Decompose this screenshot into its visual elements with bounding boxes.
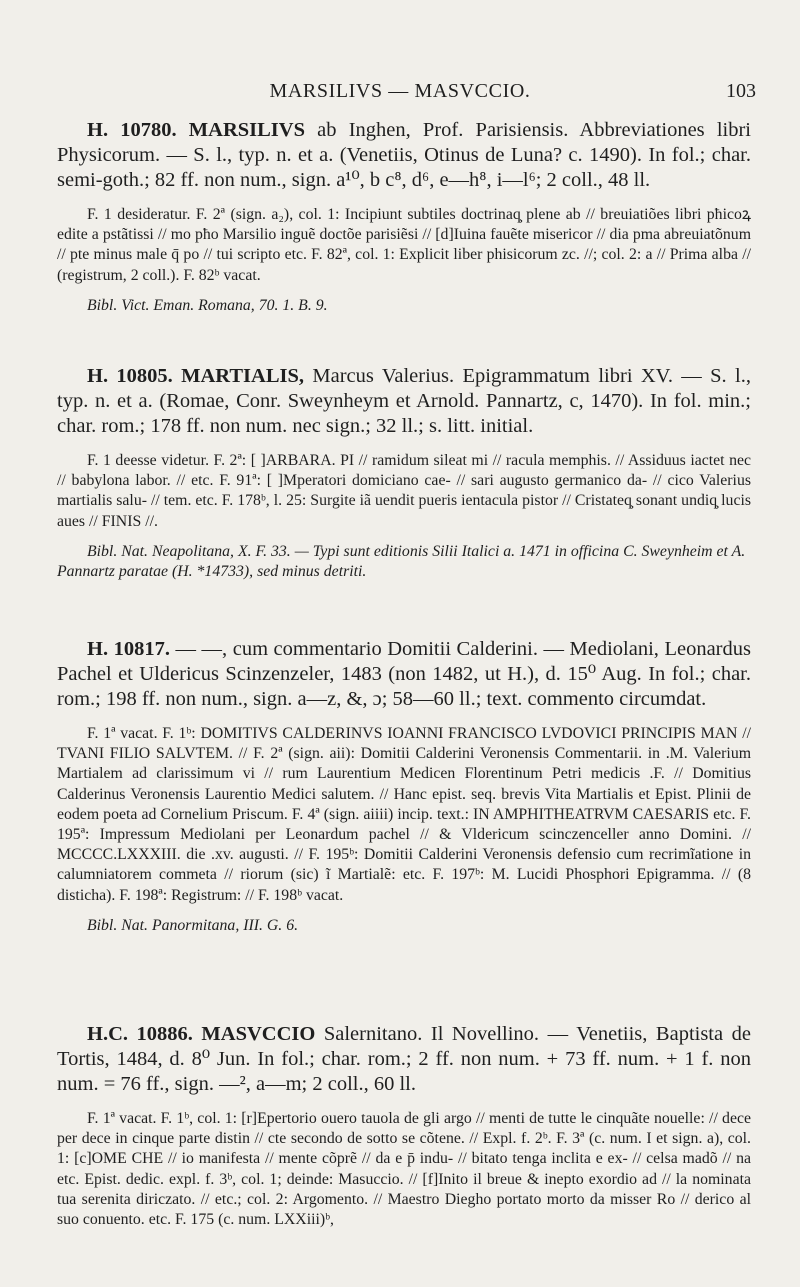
entry-main-text: — —, cum commentario Domitii Calderini. — Mediolani, Leonardus Pachel et Uldericus Scinzenzeler, 1483 (non 1482, ut H.), d. 15⁰ Aug. In fol.; char. rom.; 198 ff. non num., sign. a—z, &, ɔ; 58—60 ll.; text. commento circumdat.: [57, 638, 751, 710]
entry-description: F. 1ª vacat. F. 1ᵇ, col. 1: [r]Epertorio ouero tauola de gli argo // menti de tutte le cinquãte nouelle: // dece per dece in cinque parte distin // cte secondo de sotto se cõtene. // Expl. f. 2ᵇ. F. 3ª (c. num. I et sign. a), col. 1: [c]OME CHE // io manifesta // mente cõprẽ // da e p̄ indu- // bitato tenga inclita e ex- // celsa madõ // na etc. Epist. dedic. expl. f. 3ᵇ, col. 1; deinde: Masuccio. // [f]Inito il breue & inepto exordio ad // la nominata tua serenita diriczato. // etc.; col. 2: Argomento. // Maestro Diegho portato morto da misser Ro // derico al suo conuento. etc. F. 175 (c. num. LXXiii)ᵇ,: [57, 1110, 751, 1229]
entry-main-text: Salernitano. Il Novellino. — Venetiis, Baptista de Tortis, 1484, d. 8⁰ Jun. In fol.; char. rom.; 2 ff. non num. + 73 ff. num. + 1 f. non num. = 76 ff., sign. —², a—m; 2 coll., 60 ll.: [57, 1023, 751, 1095]
entry-martialis-calderini: [57, 637, 751, 936]
entry-main: [57, 637, 751, 712]
entry-main: [57, 364, 751, 439]
entry-lead: H. 10805. MARTIALIS,: [87, 365, 305, 387]
entry-main-text: Marcus Valerius. Epigrammatum libri XV. — S. l., typ. n. et a. (Romae, Conr. Sweynheym et Arnold. Pannartz, c, 1470). In fol. min.; char. rom.; 178 ff. non num. nec sign.; 32 ll.; s. litt. initial.: [57, 365, 751, 437]
entry-martialis: [57, 364, 751, 582]
entry-main: [57, 118, 751, 193]
entry-description: F. 1 desideratur. F. 2ª (sign. a₂), col. 1: Incipiunt subtiles doctrinaq̧ plene ab // breuiatiões libri pħicoꝝ edite a pstãtissi // mo pħo Marsilio inguẽ doctõe parisiẽsi // [d]Iuina fauẽte misericor // dia pma abreuiatõnum // pte minus male q̄ po // tui scripto etc. F. 82ª, col. 1: Explicit liber phisicorum zc. //; col. 2: a // Prima alba // (registrum, 2 coll.). F. 82ᵇ vacat.: [57, 206, 751, 284]
entry-description: F. 1 deesse videtur. F. 2ª: [ ]ARBARA. PI // ramidum sileat mi // racula memphis. // Assiduus iactet nec // babylona labor. // etc. F. 91ª: [ ]Mperatori domiciano cae- // sari augusto germanico da- // cico Valerius martialis salu- // tem. etc. F. 178ᵇ, l. 25: Surgite iã uendit pueris ientacula pistor // Cristateq̧ sonant undiq̧ lucis aues // FINIS //.: [57, 452, 751, 530]
entry-main: [57, 1022, 751, 1097]
entry-bibliography: Bibl. Nat. Neapolitana, X. F. 33. — Typi sunt editionis Silii Italici a. 1471 in officina C. Sweynheim et A. Pannartz paratae (H. *14733), sed minus detriti.: [57, 542, 746, 580]
entry-marsilius: [57, 118, 751, 316]
entry-bibliography: Bibl. Nat. Panormitana, III. G. 6.: [87, 916, 299, 934]
entry-masuccio: [57, 1022, 751, 1230]
entry-lead: H. 10817.: [87, 638, 170, 660]
entry-bibliography: Bibl. Vict. Eman. Romana, 70. 1. B. 9.: [87, 296, 328, 314]
running-head: MARSILIVS — MASVCCIO.: [269, 80, 531, 102]
entry-lead: H. 10780. MARSILIVS: [87, 119, 305, 141]
entry-description: F. 1ª vacat. F. 1ᵇ: DOMITIVS CALDERINVS IOANNI FRANCISCO LVDOVICI PRINCIPIS MAN // TVANI FILIO SALVTEM. // F. 2ª (sign. aii): Domitii Calderini Veronensis Commentarii. in .M. Valerium Martialem ad clarissimum vi // rum Laurentium Medicen Florentinum Petri medicis .F. // Domitius Calderinus Veronensis Laurentio Medici salutem. // Hanc epist. seq. brevis Vita Martialis et Epist. Plinii de eodem poeta ad Cornelium Priscum. F. 4ª (sign. aiiii) incip. text.: IN AMPHITHEATRVM CAESARIS etc. F. 195ª: Impressum Mediolani per Leonardum pachel // & Vldericum scinczenceller anno Domini. // MCCCC.LXXXIII. die .xv. augusti. // F. 195ᵇ: Domitii Calderini Veronensis defensio cum recrimĩatione in calumniatorem commeta // riorum (sic) ĩ Martialẽ: etc. F. 197ᵇ: M. Lucidi Phosphori Epigramma. // (8 disticha). F. 198ª: Registrum: // F. 198ᵇ vacat.: [57, 725, 751, 904]
entry-lead: H.C. 10886. MASVCCIO: [87, 1023, 316, 1045]
entry-main-text: ab Inghen, Prof. Parisiensis. Abbreviationes libri Physicorum. — S. l., typ. n. et a. (Venetiis, Otinus de Luna? c. 1490). In fol.; char. semi-goth.; 82 ff. non num., sign. a¹⁰, b c⁸, d⁶, e—h⁸, i—l⁶; 2 coll., 48 ll.: [57, 119, 751, 191]
page-number: 103: [726, 80, 756, 102]
